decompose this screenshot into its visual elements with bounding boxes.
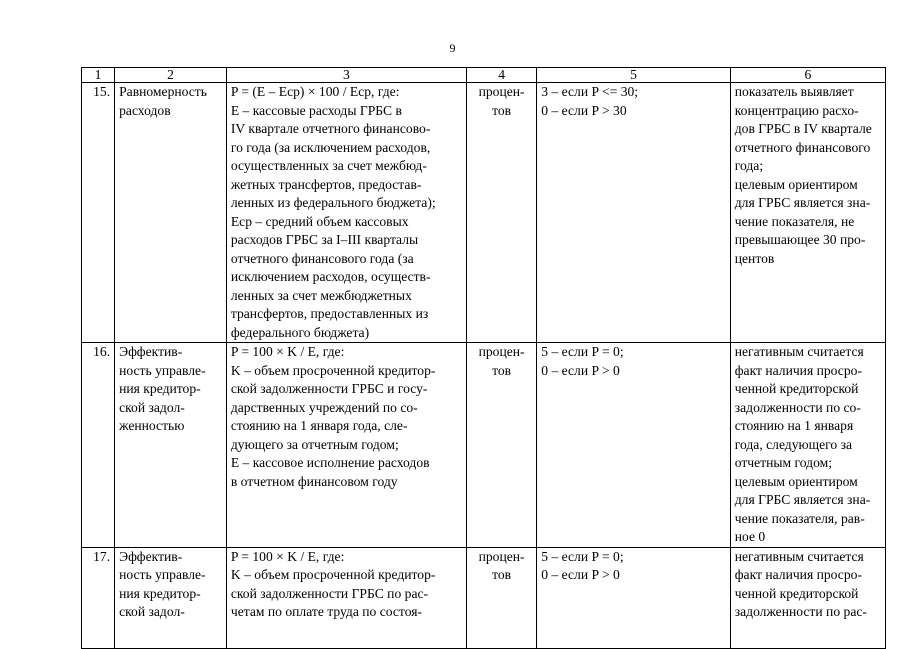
- text-line: концентрацию расхо-: [734, 102, 859, 118]
- column-header: 3: [226, 68, 466, 83]
- indicator-scores: [537, 547, 730, 648]
- text-line: стоянию на 1 января года, сле-: [230, 418, 408, 433]
- text-line: P = (E – Eср) × 100 / Eср, где:: [230, 84, 400, 99]
- text-line: E – кассовые расходы ГРБС в: [230, 102, 402, 118]
- text-line: задолженности по рас-: [734, 604, 867, 619]
- text-line: целевым ориентиром: [734, 473, 858, 489]
- text-line: осуществленных за счет межбюд-: [230, 158, 427, 173]
- text-line: тов: [492, 362, 512, 378]
- table-header-row: [82, 68, 886, 83]
- text-line: чение показателя, рав-: [734, 510, 865, 526]
- text-line: ленных за счет межбюджетных: [230, 287, 412, 303]
- indicator-scores: [537, 83, 730, 343]
- text-line: K – объем просроченной кредитор-: [230, 362, 436, 378]
- text-line: факт наличия просро-: [734, 362, 862, 378]
- text-line: ное 0: [734, 529, 766, 544]
- text-line: IV квартале отчетного финансово-: [230, 121, 431, 136]
- text-line: P = 100 × K / E, где:: [230, 344, 345, 359]
- indicator-unit: [466, 83, 536, 343]
- text-line: K – объем просроченной кредитор-: [230, 567, 436, 582]
- indicator-comment: [730, 343, 885, 548]
- table-row: [82, 547, 886, 648]
- text-line: ской задолженности ГРБС по рас-: [230, 585, 429, 601]
- indicator-formula: [226, 83, 466, 343]
- table-row: [82, 343, 886, 548]
- page-number: 9: [449, 41, 456, 55]
- table-row: [82, 83, 886, 343]
- column-header: 5: [537, 68, 730, 83]
- text-line: факт наличия просро-: [734, 567, 862, 582]
- row-number: 17.: [82, 547, 115, 648]
- text-line: трансфертов, предоставленных из: [230, 306, 429, 321]
- text-line: ской задол-: [119, 399, 185, 415]
- column-header: 4: [466, 68, 536, 83]
- text-line: расходов: [119, 102, 171, 118]
- indicator-name: [115, 547, 227, 648]
- indicator-formula: [226, 343, 466, 548]
- text-line: превышающее 30 про-: [734, 232, 866, 247]
- indicator-name: [115, 343, 227, 548]
- text-line: ния кредитор-: [119, 381, 201, 396]
- text-line: процен-: [478, 344, 525, 359]
- text-line: стоянию на 1 января: [734, 418, 854, 433]
- text-line: отчетного финансового: [734, 139, 871, 155]
- text-line: E – кассовое исполнение расходов: [230, 455, 430, 470]
- text-line: отчетным годом;: [734, 455, 833, 470]
- text-line: дов ГРБС в IV квартале: [734, 121, 872, 136]
- indicator-formula: [226, 547, 466, 648]
- indicator-name: [115, 83, 227, 343]
- text-line: дующего за отчетным годом;: [230, 436, 399, 452]
- text-line: задолженности по со-: [734, 399, 861, 415]
- text-line: федерального бюджета): [230, 324, 370, 340]
- indicator-scores: [537, 343, 730, 548]
- column-header: 2: [115, 68, 227, 83]
- text-line: в отчетном финансовом году: [230, 473, 398, 489]
- text-line: ченной кредиторской: [734, 585, 859, 601]
- text-line: исключением расходов, осуществ-: [230, 269, 431, 284]
- column-header: 6: [730, 68, 885, 83]
- text-line: целевым ориентиром: [734, 176, 858, 192]
- row-number: 15.: [82, 83, 115, 343]
- text-line: Равномерность: [119, 84, 207, 99]
- text-line: 3 – если P <= 30;: [541, 84, 639, 99]
- text-line: процен-: [478, 548, 525, 564]
- text-line: Эффектив-: [119, 344, 183, 359]
- text-line: жетных трансфертов, предостав-: [230, 176, 422, 192]
- text-line: 0 – если P > 0: [541, 567, 620, 582]
- text-line: для ГРБС является зна-: [734, 195, 871, 210]
- text-line: расходов ГРБС за I–III кварталы: [230, 232, 419, 247]
- text-line: негативным считается: [734, 548, 864, 564]
- text-line: отчетного финансового года (за: [230, 250, 414, 266]
- text-line: Эффектив-: [119, 548, 183, 564]
- text-line: ность управле-: [119, 567, 206, 582]
- text-line: 0 – если P > 30: [541, 102, 627, 118]
- text-line: чение показателя, не: [734, 213, 855, 229]
- text-line: женностью: [119, 418, 185, 433]
- text-line: ской задолженности ГРБС и госу-: [230, 381, 428, 396]
- text-line: года, следующего за: [734, 436, 853, 452]
- text-line: 0 – если P > 0: [541, 362, 620, 378]
- text-line: ской задол-: [119, 604, 185, 619]
- text-line: ленных из федерального бюджета);: [230, 195, 436, 210]
- text-line: го года (за исключением расходов,: [230, 139, 431, 155]
- text-line: показатель выявляет: [734, 84, 854, 99]
- text-line: тов: [492, 102, 512, 118]
- indicator-comment: [730, 547, 885, 648]
- indicator-unit: [466, 547, 536, 648]
- indicator-unit: [466, 343, 536, 548]
- indicator-comment: [730, 83, 885, 343]
- text-line: для ГРБС является зна-: [734, 492, 871, 507]
- text-line: ченной кредиторской: [734, 381, 859, 396]
- text-line: негативным считается: [734, 344, 864, 359]
- text-line: года;: [734, 158, 764, 173]
- text-line: ность управле-: [119, 362, 206, 378]
- text-line: ния кредитор-: [119, 585, 201, 601]
- text-line: 5 – если P = 0;: [541, 344, 624, 359]
- text-line: Eср – средний объем кассовых: [230, 213, 409, 229]
- text-line: тов: [492, 567, 512, 582]
- text-line: процен-: [478, 84, 525, 99]
- indicators-table: [81, 67, 886, 649]
- text-line: четам по оплате труда по состоя-: [230, 604, 423, 619]
- text-line: центов: [734, 250, 775, 266]
- row-number: 16.: [82, 343, 115, 548]
- text-line: P = 100 × K / E, где:: [230, 548, 345, 564]
- text-line: 5 – если P = 0;: [541, 548, 624, 564]
- text-line: дарственных учреждений по со-: [230, 399, 418, 415]
- column-header: 1: [82, 68, 115, 83]
